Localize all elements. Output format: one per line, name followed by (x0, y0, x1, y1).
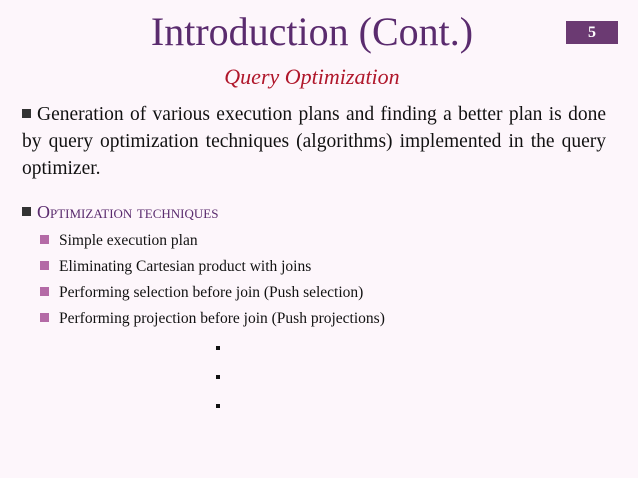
techniques-heading-text: Optimization techniques (37, 202, 219, 222)
continuation-dot (216, 375, 220, 379)
square-bullet-icon (22, 109, 31, 118)
list-item (40, 283, 385, 309)
list-item-text: Performing projection before join (Push projections) (59, 310, 385, 327)
page-number-badge: 5 (566, 21, 618, 44)
square-bullet-icon (22, 207, 31, 216)
list-item (40, 309, 385, 335)
list-item-text: Eliminating Cartesian product with joins (59, 258, 312, 275)
main-bullet (22, 101, 606, 182)
square-bullet-icon (40, 261, 49, 270)
continuation-dot (216, 404, 220, 408)
slide-title: Introduction (Cont.) (150, 9, 474, 54)
main-bullet-text: Generation of various execution plans and finding a better plan is done by query optimization techniques (algorithms) implemented in the query optimizer. (22, 104, 606, 179)
list-item-text: Simple execution plan (59, 232, 198, 249)
square-bullet-icon (40, 313, 49, 322)
list-item (40, 257, 385, 283)
list-item-text: Performing selection before join (Push selection) (59, 284, 364, 301)
continuation-dot (216, 346, 220, 350)
square-bullet-icon (40, 235, 49, 244)
list-item (40, 231, 385, 257)
techniques-heading (22, 202, 218, 223)
techniques-list (40, 231, 385, 335)
square-bullet-icon (40, 287, 49, 296)
slide-subtitle: Query Optimization (224, 64, 400, 89)
